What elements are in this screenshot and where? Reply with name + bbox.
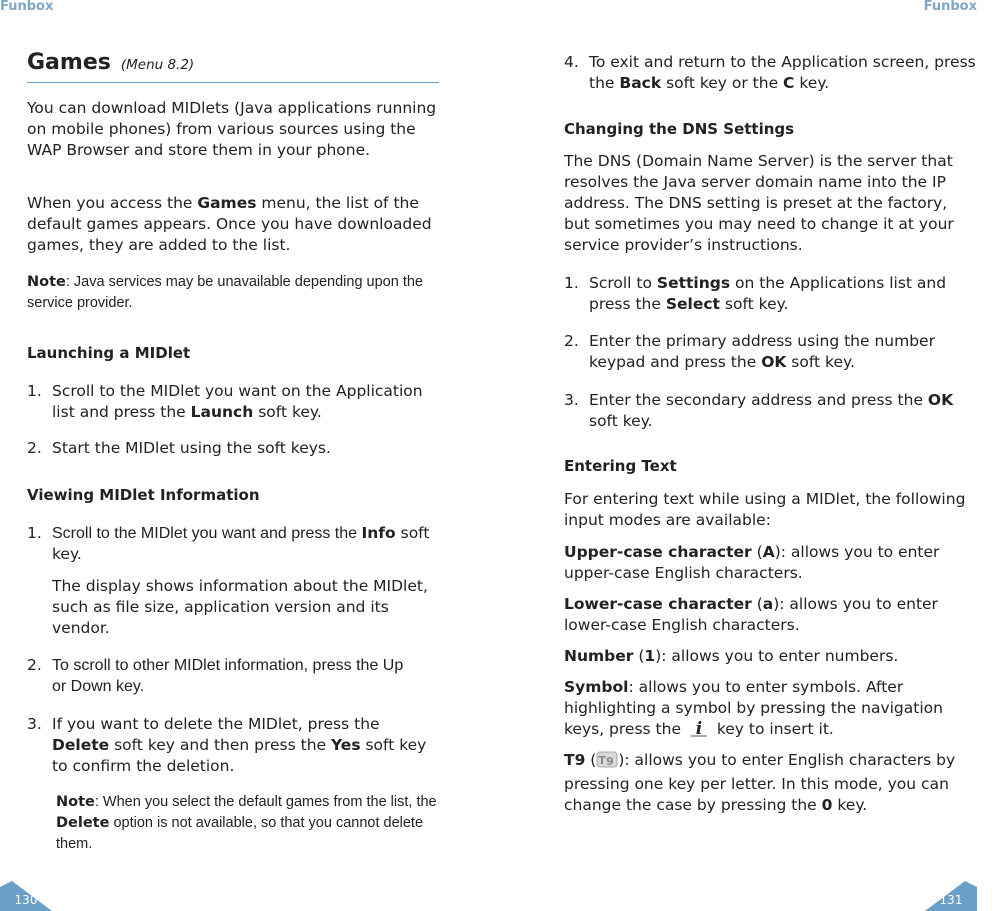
note-text: : Java services may be unavailable depending upon the service provider. — [27, 274, 423, 311]
menu-reference: (Menu 8.2) — [120, 57, 195, 73]
section-title — [27, 48, 439, 83]
note-label: Note — [56, 794, 95, 810]
svg-text:i: i — [695, 719, 703, 737]
note-delete: Note: When you select the default games from the list, the Delete option is not available, so that you cannot delete them. — [56, 794, 437, 852]
dns-step-3: 3. Enter the secondary address and press the OK soft key. — [564, 391, 954, 430]
svg-text:9: 9 — [606, 755, 615, 768]
dns-step-1: 1. Scroll to Settings on the Applications list and press the Select soft key. — [564, 274, 947, 313]
dns-intro: The DNS (Domain Name Server) is the server that resolves the Java server domain name into the IP address. The DNS setting is preset at the factory, but sometimes you may need to change it at your service provider’s instructions. — [564, 152, 954, 254]
page-number-tab-left — [0, 881, 52, 911]
view-step-2: 2. To scroll to other MIDlet information, press the Up or Down key. — [27, 656, 404, 695]
note-label: Note — [27, 274, 66, 290]
dns-step-2: 2. Enter the primary address using the number keypad and press the OK soft key. — [564, 332, 935, 371]
view-step-3: 3. If you want to delete the MIDlet, press the Delete soft key and then press the Yes soft key to confirm the deletion. — [27, 715, 427, 775]
right-page — [502, 0, 1004, 911]
access-paragraph: When you access the Games menu, the list of the default games appears. Once you have downloaded games, they are added to the list. — [27, 194, 432, 254]
page-title: Games — [27, 50, 111, 75]
entering-intro: For entering text while using a MIDlet, the following input modes are available: — [564, 490, 966, 529]
mode-symbol: Symbol: allows you to enter symbols. After highlighting a symbol by pressing the navigation keys, press the i key to insert it. — [564, 677, 976, 743]
note-java — [27, 272, 439, 314]
running-header-right: Funbox — [923, 0, 977, 14]
running-header-left: Funbox — [0, 0, 54, 14]
info-key-icon — [686, 719, 712, 743]
page-number: 130 — [14, 893, 38, 907]
svg-text:T: T — [598, 754, 607, 767]
heading-dns: Changing the DNS Settings — [564, 120, 795, 138]
launch-step-1: 1. Scroll to the MIDlet you want on the Application list and press the Launch soft key. — [27, 382, 423, 421]
t9-mode-icon — [596, 751, 618, 774]
mode-t9: T9 ( T 9 ): allows you to enter English characters by pressing one key per letter. In this mode, you can change the case by pressing the 0 key. — [564, 751, 956, 814]
mode-upper: Upper-case character (A): allows you to enter upper-case English characters. — [564, 543, 940, 582]
launch-step-2: 2. Start the MIDlet using the soft keys. — [27, 439, 331, 457]
view-step-1-detail: The display shows information about the MIDlet, such as file size, application version and its vendor. — [52, 577, 428, 637]
exit-step-4: 4. To exit and return to the Application screen, press the Back soft key or the C key. — [564, 53, 976, 92]
heading-launching: Launching a MIDlet — [27, 344, 191, 362]
page-number-tab-right — [925, 881, 977, 911]
view-step-1: 1. Scroll to the MIDlet you want and press the Info soft key. The display shows information about the MIDlet, such as file size, application version and its vendor. — [27, 523, 439, 653]
heading-entering-text: Entering Text — [564, 457, 677, 475]
mode-lower: Lower-case character (a): allows you to enter lower-case English characters. — [564, 595, 938, 634]
mode-number: Number (1): allows you to enter numbers. — [564, 647, 899, 665]
intro-paragraph: You can download MIDlets (Java applications running on mobile phones) from various sources using the WAP Browser and store them in your phone. — [27, 99, 437, 159]
page-number: 131 — [939, 893, 963, 907]
heading-viewing: Viewing MIDlet Information — [27, 486, 260, 504]
